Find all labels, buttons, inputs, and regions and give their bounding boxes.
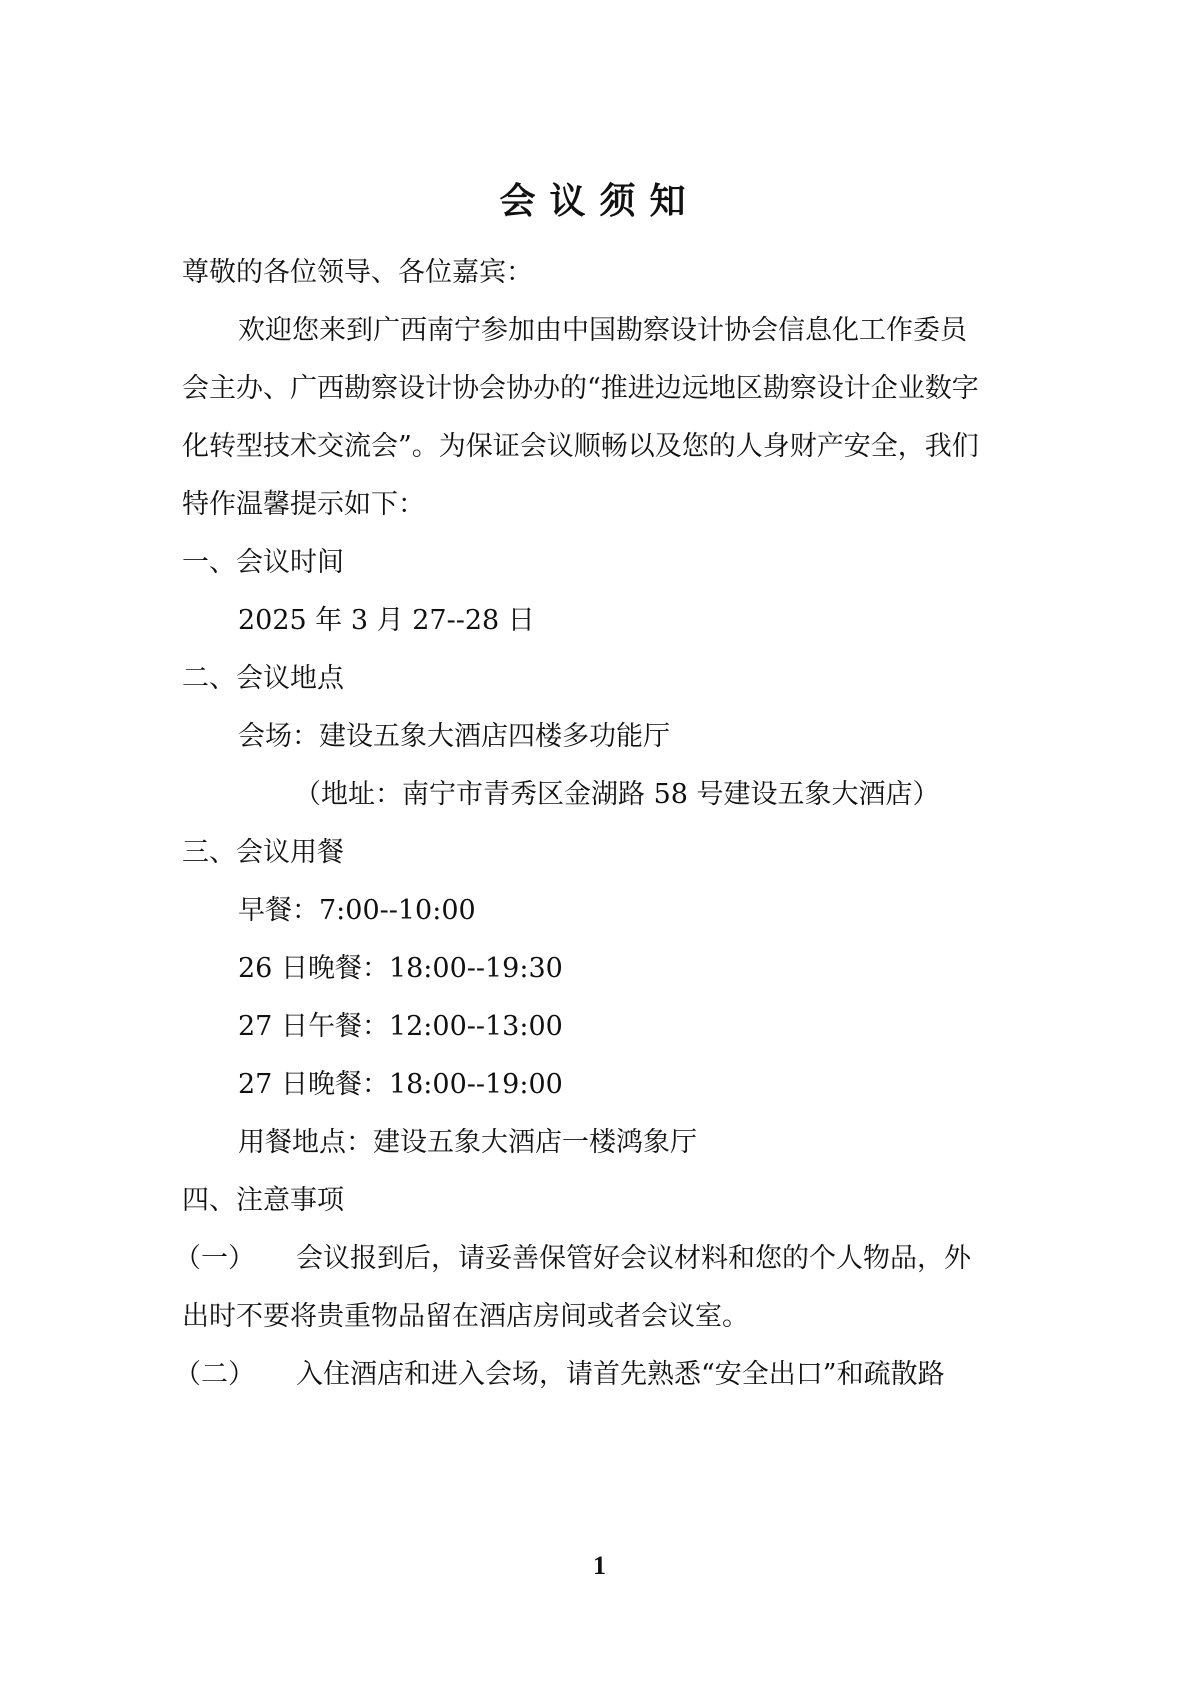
section-heading-location: 二、会议地点 [182,663,344,694]
note-item-text: 会议报到后，请妥善保管好会议材料和您的个人物品，外 [296,1243,971,1274]
meeting-address: （地址：南宁市青秀区金湖路 58 号建设五象大酒店） [294,779,940,810]
note-item-text: 入住酒店和进入会场，请首先熟悉“安全出口”和疏散路 [296,1359,945,1390]
note-item-1-continuation: 出时不要将贵重物品留在酒店房间或者会议室。 [182,1301,749,1332]
document-title: 会议须知 [499,181,700,222]
meeting-venue: 会场：建设五象大酒店四楼多功能厅 [238,721,670,752]
note-item-number: （二） [174,1359,255,1390]
intro-line: 会主办、广西勘察设计协会协办的“推进边远地区勘察设计企业数字 [182,373,979,404]
note-item-2 [174,1355,1014,1395]
intro-line: 特作温馨提示如下： [182,489,425,520]
intro-line: 化转型技术交流会”。为保证会议顺畅以及您的人身财产安全，我们 [182,431,979,462]
meeting-date: 2025 年 3 月 27--28 日 [238,605,535,636]
section-heading-notes: 四、注意事项 [182,1185,344,1216]
intro-line: 欢迎您来到广西南宁参加由中国勘察设计协会信息化工作委员 [238,315,967,346]
meal-item: 26 日晚餐：18:00--19:30 [238,953,563,984]
note-item-1 [174,1239,1014,1279]
salutation: 尊敬的各位领导、各位嘉宾： [182,257,533,288]
meal-item: 早餐：7:00--10:00 [238,895,476,926]
note-item-number: （一） [174,1243,255,1274]
meal-place: 用餐地点：建设五象大酒店一楼鸿象厅 [238,1127,697,1158]
meal-item: 27 日午餐：12:00--13:00 [238,1011,563,1042]
section-heading-time: 一、会议时间 [182,547,344,578]
meal-item: 27 日晚餐：18:00--19:00 [238,1069,563,1100]
page-number: 1 [593,1551,606,1580]
section-heading-meals: 三、会议用餐 [182,837,344,868]
